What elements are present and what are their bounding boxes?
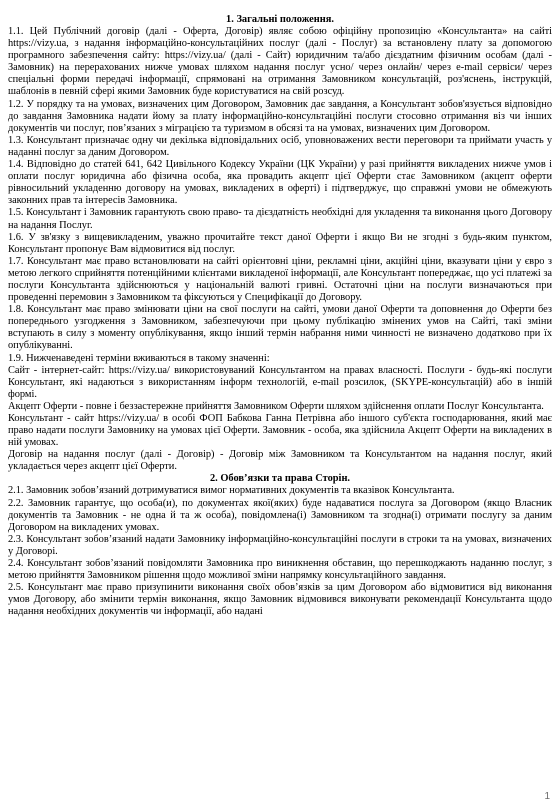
paragraph: Сайт - інтернет-сайт: https://vizy.ua/ використовуваний Консультантом на правах власності. Послуги - будь-які послуги Консультант, які надаються з використанням інформ технологій, e-mail розсилок, (SKYPE-консультацій) або в іншій формі. (8, 364, 552, 400)
page-number: 1 (544, 791, 550, 802)
paragraph: 2.5. Консультант має право призупинити виконання своїх обов’язків за цим Договором або відмовитися від виконання умов Договору, або змінити термін виконання, якщо Замовник відмовився виконувати рекомендації Консультанта щодо надання необхідних документів чи інформації, або надані (8, 582, 552, 618)
section-2-body (8, 485, 552, 618)
section-2-title: 2. Обов’язки та права Сторін. (209, 473, 351, 485)
section-1-body (8, 26, 552, 473)
paragraph: 1.6. У зв'язку з вищевикладеним, уважно прочитайте текст даної Оферти і якщо Ви не згодні з будь-яким пунктом, Консультант пропонує Вам відмовитися від послуг. (8, 231, 552, 255)
paragraph: 1.1. Цей Публічний договір (далі - Оферта, Договір) являє собою офіційну пропозицію «Консультанта» на сайті https://vizy.ua, з надання інформаційно-консультаційних послуг (далі - Послуг) за встановлену плату за допомогою програмного забезпечення сайту: https://vizy.ua/ (далі - Сайт) юридичним та/або дієздатним фізичним особам (далі - Замовник) на перерахованих нижче умовах шляхом надання послуг усно/ через онлайн/ через e-mail сервіси/ через спеціальні форми передачі інформації, спрямовані на отримання Замовником консультацій, роз'яснень, інструкцій, шаблонів в певній сфері якими Замовник буде користуватися на свій розсуд. (8, 26, 552, 98)
paragraph: 2.4. Консультант зобов’язаний повідомляти Замовника про виникнення обставин, що перешкоджають наданню послуг, з метою прийняття Замовником рішення щодо можливої зміни напрямку консультаційного завдання. (8, 558, 552, 582)
section-1-title: 1. Загальні положення. (226, 14, 334, 25)
paragraph: 1.9. Нижченаведені терміни вживаються в такому значенні: (8, 352, 270, 364)
paragraph: 2.3. Консультант зобов’язаний надати Замовнику інформаційно-консультаційні послуги в строки та на умовах, визначених у Договорі. (8, 533, 552, 557)
paragraph: 2.1. Замовник зобов’язаний дотримуватися вимог нормативних документів та вказівок Консультанта. (8, 485, 455, 497)
paragraph: Консультант - сайт https://vizy.ua/ в особі ФОП Бабкова Ганна Петрівна або іншого суб'єкта господарювання, який має право надати послуги Замовнику на умовах цієї Оферти. Замовник - особа, яка здійснила Акцепт Оферти на викладених в ній умовах. (8, 413, 552, 449)
paragraph: 1.7. Консультант має право встановлювати на сайті орієнтовні ціни, рекламні ціни, акційні ціни, вказувати ціни у євро з метою легкого сприйняття потенційними клієнтами викладеної інформації, але Консультант попереджає, що усі платежі за послуги Консультанта здійснюються у національній валюті гривні. Остаточні ціни на послуги визначаються при проведенні перемовин з Замовником та фіксуються у Специфікації до Договору. (8, 255, 552, 304)
paragraph: 1.3. Консультант призначає одну чи декілька відповідальних осіб, уповноважених вести переговори та приймати участь у наданні послуг за даним Договором. (8, 134, 552, 158)
paragraph: 1.4. Відповідно до статей 641, 642 Цивільного Кодексу України (ЦК України) у разі прийняття викладених нижче умов і оплати послуг юридична або фізична особа, яка провадить акцепт цієї Оферти стає Замовником (акцепт оферти рівносильний укладенню договору на умовах, викладених в оферті) і підтверджує, що справжні умови не обмежують законних прав та інтересів Замовника. (8, 159, 552, 207)
paragraph: 1.5. Консультант і Замовник гарантують свою право- та дієздатність необхідні для укладення та виконання цього Договору на надання Послуг. (8, 207, 552, 231)
paragraph: 2.2. Замовник гарантує, що особа(и), по документах якої(яких) буде надаватися послуга за Договором (якщо Власник документів та Замовник - не одна й та ж особа), повідомлена(і) Замовником та згодна(і) отримати послугу за даним Договором на викладених умовах. (8, 497, 552, 533)
paragraph: Акцепт Оферти - повне і беззастережне прийняття Замовником Оферти шляхом здійснення оплати Послуг Консультанта. (8, 400, 544, 412)
document-page (8, 14, 552, 619)
paragraph: 1.8. Консультант має право змінювати ціни на свої послуги на сайті, умови даної Оферти та доповнення до Оферти без попереднього узгодження з Замовником, забезпечуючи при цьому публікацію змінених умов на Сайті, такі зміни вступають в силу з моменту опублікування, якщо інший термін набрання ними чинності не визначено додатково при їх опублікуванні. (8, 304, 552, 352)
paragraph: 1.2. У порядку та на умовах, визначених цим Договором, Замовник дає завдання, а Консультант зобов'язується відповідно до завдання Замовника надати йому за плату інформаційно-консультаційні послуги стосовно отримання віз чи інших документів чи послуг, пов’язаних з міграцією та туризмом в обсязі та на умовах, визначених цим Договором. (8, 98, 552, 134)
paragraph: Договір на надання послуг (далі - Договір) - Договір між Замовником та Консультантом на надання послуг, який укладається через акцепт цієї Оферти. (8, 449, 552, 473)
